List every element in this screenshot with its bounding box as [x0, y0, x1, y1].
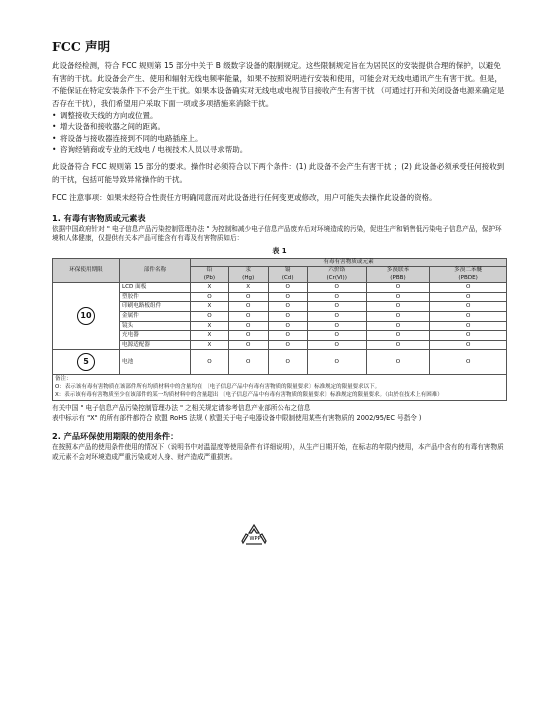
cell-value: O [366, 311, 430, 321]
cell-value: O [268, 302, 307, 312]
section1-desc: 依据中国政府针对 " 电子信息产品污染控制管理办法 " 为控制和减少电子信息产品废弃后对环境造成的污染，促进生产和销售低污染电子信息产品，保护环境和人体健康，仅提供有关本产品可能含有有毒及有害物质如后： [52, 224, 502, 243]
part-name: 金属件 [120, 311, 191, 321]
cell-value: X [191, 340, 229, 350]
cell-value: O [307, 331, 366, 341]
wpp-recycle-logo [240, 523, 268, 551]
cell-value: X [191, 283, 229, 293]
table-row [53, 350, 507, 375]
cell-value: O [268, 292, 307, 302]
cell-value: O [307, 302, 366, 312]
cell-value: O [430, 292, 507, 302]
table-row [53, 340, 507, 350]
cell-value: O [307, 311, 366, 321]
fcc-intro: 此设备经检测，符合 FCC 规则第 15 部分中关于 B 级数字设备的限制规定。这些限制规定旨在为居民区的安装提供合理的保护，以避免有害的干扰。此设备会产生、使用和辐射无线电频率能量，如果不按照说明进行安装和使用，可能会对无线电通讯产生有害干扰。但是，不能保证在特定安装条件下不会产生干扰。如果本设备确实对无线电或电视节目接收产生有害干扰 （可通过打开和关闭设备电源来确定是否存在干扰），我们希望用户采取下面一项或多项措施来消除干扰。 [52, 61, 505, 108]
cell-value: O [228, 321, 268, 331]
cell-value: O [366, 302, 430, 312]
recycle-icon [240, 523, 268, 547]
cell-value: O [307, 340, 366, 350]
cell-value: O [307, 321, 366, 331]
table-caption: 表 1 [272, 246, 287, 255]
cell-value: O [228, 331, 268, 341]
cell-value: X [191, 302, 229, 312]
list-item: • 调整接收天线的方向或位置。 [52, 110, 507, 121]
cell-value: O [430, 350, 507, 375]
cell-value: O [307, 292, 366, 302]
part-name: 电源适配器 [120, 340, 191, 350]
part-name: 充电器 [120, 331, 191, 341]
table-notes [53, 375, 507, 401]
cell-value: O [228, 302, 268, 312]
cell-value: O [430, 302, 507, 312]
page-title: FCC 声明 [52, 39, 111, 54]
caution-text: FCC 注意事项：如果未经符合性责任方明确同意而对此设备进行任何变更或修改，用户可能失去操作此设备的资格。 [52, 193, 437, 203]
header-substances: 有毒有害物质或元素 [191, 258, 507, 267]
compliance-text: 此设备符合 FCC 规则第 15 部分的要求。操作时必须符合以下两个条件：(1) 此设备不会产生有害干扰 ；(2) 此设备必须承受任何接收到的干扰，包括可能导致异常操作的干扰。 [52, 162, 505, 184]
cell-value: O [268, 283, 307, 293]
part-name: 塑胶件 [120, 292, 191, 302]
cell-value: O [366, 321, 430, 331]
header-period: 环保使用期限 [53, 258, 120, 283]
cell-value: O [268, 321, 307, 331]
cell-value: O [268, 350, 307, 375]
list-item: • 咨询经销商或专业的无线电 / 电视技术人员以寻求帮助。 [52, 144, 507, 155]
table-row [53, 331, 507, 341]
table-row [53, 311, 507, 321]
after-table-1: 有关中国 " 电子信息产品污染控制管理办法 " 之相关规定请参考信息产业部所公布之信息 [52, 404, 311, 413]
cell-value: X [191, 331, 229, 341]
cell-value: O [268, 331, 307, 341]
cell-value: O [430, 331, 507, 341]
note-o: O：表示该有毒有害物质在该部件所有均质材料中的含量均在 〔电子信息产品中有毒有害物质的限量要求〕标准规定的限量要求以下。 [55, 384, 381, 391]
table-row [53, 302, 507, 312]
header-part: 部件名称 [120, 258, 191, 283]
part-name: 电池 [120, 350, 191, 375]
cell-value: O [228, 311, 268, 321]
page-content [52, 37, 507, 462]
table-row [53, 292, 507, 302]
section2-heading: 2. 产品环保使用期限的使用条件： [52, 431, 179, 442]
list-item: • 增大设备和接收器之间的距离。 [52, 121, 507, 132]
cell-value: O [228, 350, 268, 375]
cell-value: X [191, 321, 229, 331]
part-name: 印刷电路板组件 [120, 302, 191, 312]
part-name: LCD 面板 [120, 283, 191, 293]
cell-value: O [191, 311, 229, 321]
cell-value: O [366, 283, 430, 293]
cell-value: O [430, 311, 507, 321]
cell-value: O [366, 350, 430, 375]
header-pb: 铅 (Pb) [191, 267, 229, 283]
cell-value: O [228, 340, 268, 350]
cell-value: O [366, 292, 430, 302]
measures-list [52, 110, 507, 155]
after-table-2: 表中标示有 "X" 的所有部件都符合 欧盟 RoHS 法规 ( 欧盟关于电子电器设备中限制使用某些有害物质的 2002/95/EC 号指令 ) [52, 413, 422, 422]
cell-value: O [366, 331, 430, 341]
cell-value: O [430, 283, 507, 293]
cell-value: O [366, 340, 430, 350]
part-name: 镜头 [120, 321, 191, 331]
cell-value: O [191, 292, 229, 302]
cell-value: O [228, 292, 268, 302]
cell-value: O [307, 350, 366, 375]
header-cr: 六价铬 (Cr(VI)) [307, 267, 366, 283]
epup-5-cell [53, 350, 120, 375]
cell-value: O [268, 311, 307, 321]
notes-title: 备注： [55, 376, 72, 383]
section2-desc: 在按照本产品的使用条件使用的情况下（说明书中对温湿度等使用条件有详细说明），从生产日期开始，在标志的年限内使用，本产品中含有的有毒有害物质或元素不会对环境造成严重污染或对人身、财产造成严重损害。 [52, 443, 504, 461]
section1-heading: 1. 有毒有害物质或元素表 [52, 212, 146, 223]
list-item: • 将设备与接收器连接到不同的电路插座上。 [52, 133, 507, 144]
cell-value: O [430, 340, 507, 350]
cell-value: X [228, 283, 268, 293]
cell-value: O [268, 340, 307, 350]
cell-value: O [430, 321, 507, 331]
header-cd: 镉 (Cd) [268, 267, 307, 283]
table-row [53, 321, 507, 331]
header-hg: 汞 (Hg) [228, 267, 268, 283]
epup-10-cell [53, 283, 120, 350]
header-pbb: 多溴联苯 (PBB) [366, 267, 430, 283]
hazardous-substance-table [52, 258, 507, 402]
cell-value: O [191, 350, 229, 375]
wpp-text: WPP [249, 536, 261, 542]
cell-value: O [307, 283, 366, 293]
header-pbde: 多溴二苯醚 (PBDE) [430, 267, 507, 283]
epup-10-icon: 10 [77, 307, 95, 325]
note-x: X：表示该有毒有害物质至少在该部件的某一均质材料中的含量超出 〔电子信息产品中有毒有害物质的限量要求〕标准规定的限量要求。（由於在技术上有困难） [55, 391, 443, 398]
epup-5-icon: 5 [77, 353, 95, 371]
table-row [53, 283, 507, 293]
